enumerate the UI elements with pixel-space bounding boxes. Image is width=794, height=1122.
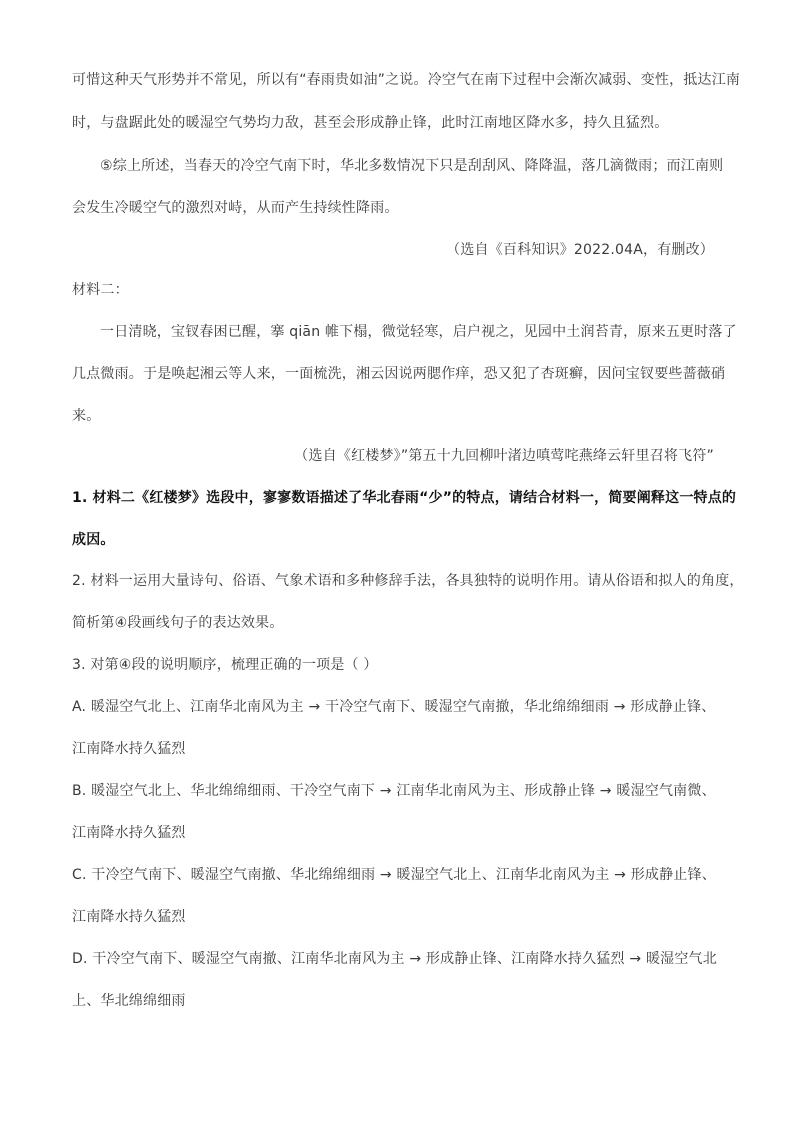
- question-3: 3. 对第④段的说明顺序，梳理正确的一项是（ ）: [72, 657, 378, 673]
- material1-line: 时，与盘踞此处的暖湿空气势均力敌，甚至会形成静止锋，此时江南地区降水多，持久且猛烈。: [72, 115, 669, 131]
- question-2: 简析第④段画线句子的表达效果。: [72, 615, 284, 631]
- material2-line: 几点微雨。于是唤起湘云等人来，一面梳洗，湘云因说两腮作痒，恐又犯了杏斑癣，因问宝钗要些蔷薇硝: [72, 366, 726, 382]
- option-c: C. 干冷空气南下、暖湿空气南撤、华北绵绵细雨 → 暖湿空气北上、江南华北南风为主 → 形成静止锋、: [72, 867, 716, 883]
- option-a: 江南降水持久猛烈: [72, 741, 186, 757]
- material1-paragraph5: ⑤综上所述，当春天的冷空气南下时，华北多数情况下只是刮刮风、降降温，落几滴微雨；而江南则: [100, 158, 724, 174]
- option-d: D. 干冷空气南下、暖湿空气南撤、江南华北南风为主 → 形成静止锋、江南降水持久猛烈 → 暖湿空气北: [72, 951, 717, 967]
- question-1: 成因。: [72, 532, 115, 548]
- material1-paragraph5: 会发生冷暖空气的激烈对峙，从而产生持续性降雨。: [72, 200, 399, 216]
- material1-line: 可惜这种天气形势并不常见，所以有“春雨贵如油”之说。冷空气在南下过程中会渐次减弱、变性，抵达江南: [72, 72, 741, 88]
- option-d: 上、华北绵绵细雨: [72, 993, 186, 1009]
- material2-line: 一日清晓，宝钗春困已醒，搴 qiān 帷下榻，微觉轻寒，启户视之，见园中土润苔青，原来五更时落了: [100, 324, 737, 340]
- material1-source: （选自《百科知识》2022.04A，有删改）: [446, 242, 714, 258]
- material2-source: （选自《红楼梦》”第五十九回柳叶渚边嗔莺咤燕绛云轩里召将飞符”: [294, 448, 714, 464]
- question-1: 1. 材料二《红楼梦》选段中，寥寥数语描述了华北春雨“少”的特点，请结合材料一，简要阐释这一特点的: [72, 490, 737, 506]
- option-a: A. 暖湿空气北上、江南华北南风为主 → 干冷空气南下、暖湿空气南撤，华北绵绵细雨 → 形成静止锋、: [72, 699, 716, 715]
- option-b: B. 暖湿空气北上、华北绵绵细雨、干冷空气南下 → 江南华北南风为主、形成静止锋 → 暖湿空气南微、: [72, 783, 716, 799]
- material2-line: 来。: [72, 408, 101, 424]
- option-b: 江南降水持久猛烈: [72, 825, 186, 841]
- material2-heading: 材料二：: [72, 282, 129, 298]
- question-2: 2. 材料一运用大量诗句、俗语、气象术语和多种修辞手法，各具独特的说明作用。请从俗语和拟人的角度，: [72, 573, 744, 589]
- option-c: 江南降水持久猛烈: [72, 909, 186, 925]
